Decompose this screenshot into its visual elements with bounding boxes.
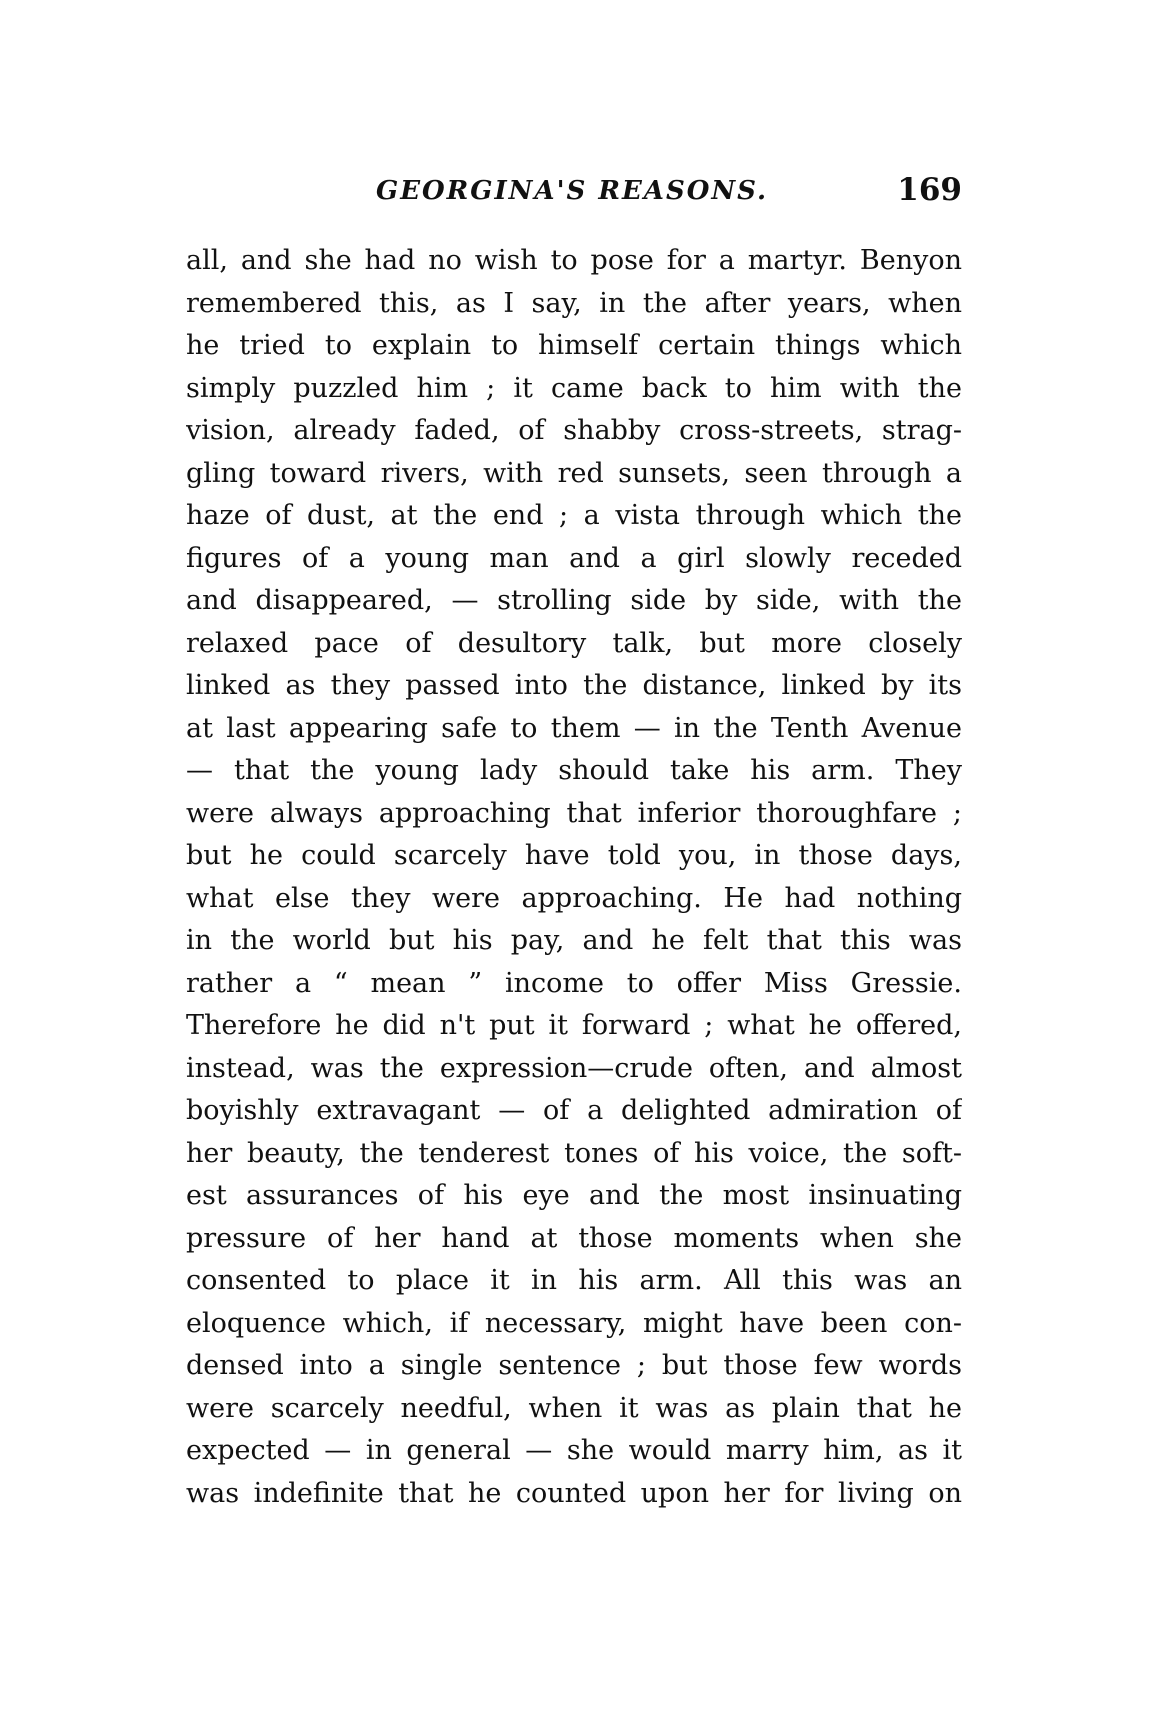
text-line: were scarcely needful, when it was as plain that he	[186, 1392, 962, 1424]
text-line: expected — in general — she would marry him, as it	[186, 1435, 962, 1466]
body-text	[186, 240, 962, 1515]
running-title: GEORGINA'S REASONS.	[376, 176, 769, 206]
text-line: what else they were approaching. He had nothing	[186, 882, 962, 914]
text-line: instead, was the expression—crude often, and almost	[186, 1052, 962, 1084]
text-line: est assurances of his eye and the most insinuating	[186, 1180, 962, 1211]
text-line: figures of a young man and a girl slowly receded	[186, 542, 962, 574]
text-line: pressure of her hand at those moments when she	[186, 1222, 962, 1254]
text-line: eloquence which, if necessary, might have been con-	[186, 1307, 962, 1339]
text-line: at last appearing safe to them — in the Tenth Avenue	[186, 712, 962, 744]
text-line: Therefore he did n't put it forward ; what he offered,	[186, 1010, 962, 1041]
text-line: boyishly extravagant — of a delighted admiration of	[186, 1095, 962, 1126]
text-line: — that the young lady should take his arm. They	[186, 755, 962, 786]
text-line: relaxed pace of desultory talk, but more closely	[186, 627, 962, 659]
text-line: vision, already faded, of shabby cross-streets, strag-	[186, 415, 962, 446]
text-line: haze of dust, at the end ; a vista through which the	[186, 500, 962, 531]
text-line: but he could scarcely have told you, in those days,	[186, 840, 962, 871]
text-line: rather a “ mean ” income to offer Miss Gressie.	[186, 967, 962, 999]
page-number: 169	[897, 172, 962, 208]
text-line: densed into a single sentence ; but those few words	[186, 1350, 962, 1381]
text-line: remembered this, as I say, in the after years, when	[186, 287, 962, 319]
text-line: simply puzzled him ; it came back to him with the	[186, 372, 962, 404]
text-line: and disappeared, — strolling side by side, with the	[186, 585, 962, 616]
text-line: her beauty, the tenderest tones of his voice, the soft-	[186, 1137, 962, 1169]
text-line: were always approaching that inferior thoroughfare ;	[186, 797, 962, 829]
text-line: gling toward rivers, with red sunsets, seen through a	[186, 457, 962, 489]
running-head	[186, 172, 962, 216]
text-line: linked as they passed into the distance, linked by its	[186, 670, 962, 701]
text-line: was indefinite that he counted upon her for living on	[186, 1477, 962, 1509]
text-line: consented to place it in his arm. All this was an	[186, 1265, 962, 1296]
text-line: all, and she had no wish to pose for a martyr. Benyon	[186, 245, 962, 276]
text-line: in the world but his pay, and he felt that this was	[186, 925, 962, 956]
text-line: he tried to explain to himself certain things which	[186, 330, 962, 361]
